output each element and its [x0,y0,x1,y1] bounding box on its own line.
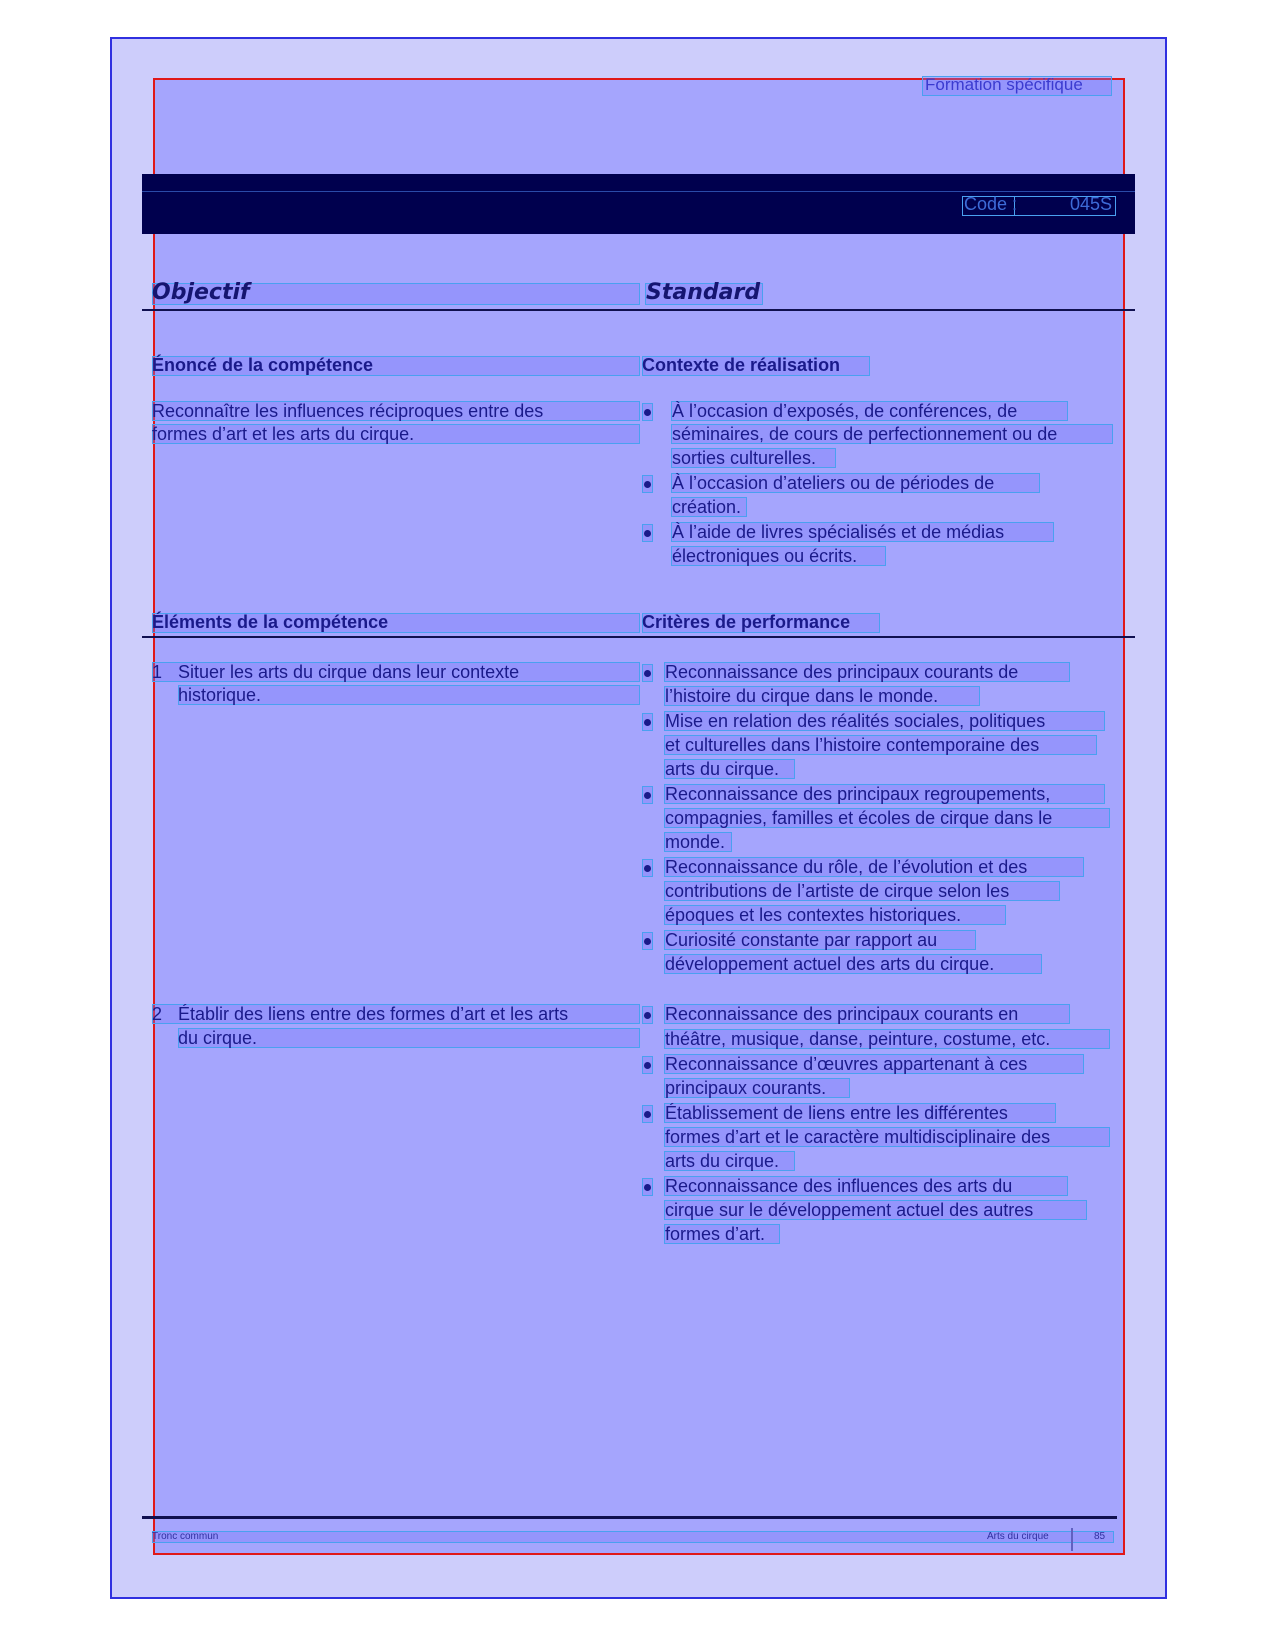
criterion-1-5-line-2: développement actuel des arts du cirque. [665,954,995,974]
footer-right: Arts du cirque [987,1531,1049,1542]
bullet-icon [644,1184,651,1191]
bullet-icon [644,865,651,872]
criterion-2-2-line-1: Reconnaissance d’œuvres appartenant à ces [665,1054,1028,1074]
criterion-1-4-line-2: contributions de l’artiste de cirque selon les [665,881,1010,901]
contexte-item-1-line-3: sorties culturelles. [672,448,817,468]
criterion-2-1-line-1: Reconnaissance des principaux courants en [665,1004,1019,1024]
elements-heading: Éléments de la compétence [152,612,389,632]
elements-rule [142,636,1135,638]
contexte-item-2-line-2: création. [672,497,742,517]
bullet-icon [644,1012,651,1019]
standard-title: Standard [646,280,761,305]
objectif-title: Objectif [152,280,250,305]
footer-divider [1071,1528,1073,1551]
criterion-2-3-line-1: Établissement de liens entre les différentes [665,1103,1008,1123]
contexte-item-2-line-1: À l’occasion d’ateliers ou de périodes de [672,473,995,493]
bullet-icon [644,938,651,945]
bullet-icon [644,1111,651,1118]
criterion-1-5-line-1: Curiosité constante par rapport au [665,930,938,950]
bullet-icon [644,670,651,677]
bullet-icon [644,792,651,799]
footer-rule [142,1516,1117,1519]
criterion-1-1-line-2: l’histoire du cirque dans le monde. [665,686,939,706]
criteria-heading: Critères de performance [642,612,851,632]
element-2-line-2: du cirque. [178,1028,258,1048]
criterion-1-2-line-1: Mise en relation des réalités sociales, politiques [665,711,1046,731]
contexte-heading: Contexte de réalisation [642,355,841,375]
code-label: Code : [964,194,1018,214]
criterion-1-2-line-2: et culturelles dans l’histoire contemporaine des [665,735,1040,755]
footer-page-number: 85 [1094,1531,1106,1542]
title-rule [142,309,1135,311]
criterion-1-1-line-1: Reconnaissance des principaux courants de [665,662,1019,682]
element-1-line-1: Situer les arts du cirque dans leur contexte [178,662,520,682]
bullet-icon [644,1062,651,1069]
contexte-item-1-line-2: séminaires, de cours de perfectionnement ou de [672,424,1058,444]
criterion-2-4-line-3: formes d’art. [665,1224,766,1244]
bullet-icon [644,530,651,537]
criterion-1-2-line-3: arts du cirque. [665,759,780,779]
criterion-2-4-line-2: cirque sur le développement actuel des autres [665,1200,1034,1220]
criterion-1-4-line-1: Reconnaissance du rôle, de l’évolution et des [665,857,1028,877]
criterion-2-1-line-2: théâtre, musique, danse, peinture, costume, etc. [665,1029,1051,1049]
criterion-2-3-line-3: arts du cirque. [665,1151,780,1171]
contexte-item-3-line-2: électroniques ou écrits. [672,546,858,566]
criterion-1-3-line-1: Reconnaissance des principaux regroupements, [665,784,1051,804]
criterion-2-4-line-1: Reconnaissance des influences des arts du [665,1176,1013,1196]
bullet-icon [644,719,651,726]
contexte-item-1-line-1: À l’occasion d’exposés, de conférences, de [672,401,1018,421]
criterion-1-4-line-3: époques et les contextes historiques. [665,905,962,925]
footer-left: Tronc commun [152,1531,219,1542]
criterion-1-3-line-2: compagnies, familles et écoles de cirque dans le [665,808,1053,828]
footer-box [152,1531,1114,1543]
bullet-icon [644,481,651,488]
element-2-number: 2 [152,1004,163,1024]
enonce-line-2: formes d’art et les arts du cirque. [152,424,415,444]
bullet-icon [644,409,651,416]
element-2-line-1: Établir des liens entre des formes d’art et les arts [178,1004,569,1024]
enonce-heading: Énoncé de la compétence [152,355,374,375]
criterion-1-3-line-3: monde. [665,832,726,852]
program-label: Formation spécifique [925,75,1083,94]
criterion-2-2-line-2: principaux courants. [665,1078,827,1098]
criterion-2-3-line-2: formes d’art et le caractère multidisciplinaire des [665,1127,1051,1147]
element-1-number: 1 [152,662,163,682]
code-value: 045S [1070,194,1113,214]
contexte-item-3-line-1: À l’aide de livres spécialisés et de médias [672,522,1005,542]
enonce-line-1: Reconnaître les influences réciproques entre des [152,401,544,421]
element-1-line-2: historique. [178,685,262,705]
